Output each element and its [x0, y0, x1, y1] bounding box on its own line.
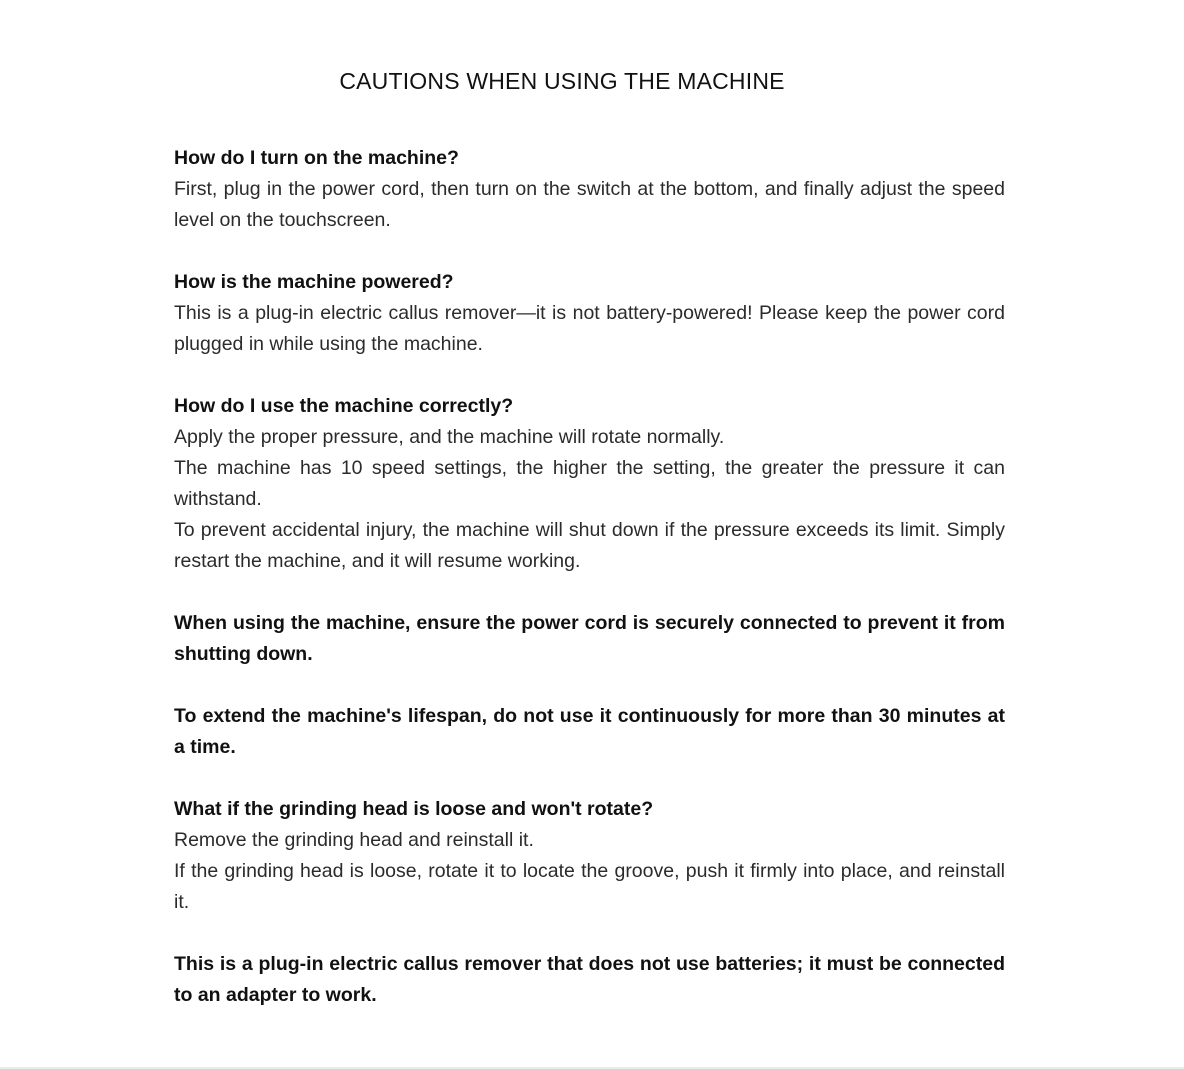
- caution-note: When using the machine, ensure the power cord is securely connected to prevent it from shutting down.: [174, 612, 1005, 665]
- question-heading: How do I turn on the machine?: [174, 147, 459, 169]
- final-note: [174, 949, 1005, 1011]
- faq-usage: [174, 391, 1005, 577]
- answer-text: Remove the grinding head and reinstall it.: [174, 829, 534, 851]
- power-cord-note: [174, 608, 1005, 670]
- lifespan-note: [174, 701, 1005, 763]
- caution-note: To extend the machine's lifespan, do not use it continuously for more than 30 minutes at a time.: [174, 705, 1005, 758]
- question-heading: How do I use the machine correctly?: [174, 395, 514, 417]
- caution-note: This is a plug-in electric callus remover that does not use batteries; it must be connected to an adapter to work.: [174, 953, 1005, 1006]
- answer-text: The machine has 10 speed settings, the higher the setting, the greater the pressure it can withstand.: [174, 457, 1005, 510]
- answer-text: Apply the proper pressure, and the machine will rotate normally.: [174, 426, 725, 448]
- question-heading: How is the machine powered?: [174, 271, 454, 293]
- page-title: CAUTIONS WHEN USING THE MACHINE: [339, 68, 785, 94]
- cautions-content: [174, 143, 1005, 1042]
- faq-power: [174, 267, 1005, 360]
- answer-text: First, plug in the power cord, then turn on the switch at the bottom, and finally adjust the speed level on the touchscreen.: [174, 178, 1005, 231]
- faq-loose-head: [174, 794, 1005, 918]
- question-heading: What if the grinding head is loose and won't rotate?: [174, 798, 654, 820]
- answer-text: If the grinding head is loose, rotate it to locate the groove, push it firmly into place, and reinstall it.: [174, 860, 1005, 913]
- faq-turn-on: [174, 143, 1005, 236]
- answer-text: To prevent accidental injury, the machine will shut down if the pressure exceeds its limit. Simply restart the machine, and it will resume working.: [174, 519, 1005, 572]
- answer-text: This is a plug-in electric callus remover—it is not battery-powered! Please keep the power cord plugged in while using the machine.: [174, 302, 1005, 355]
